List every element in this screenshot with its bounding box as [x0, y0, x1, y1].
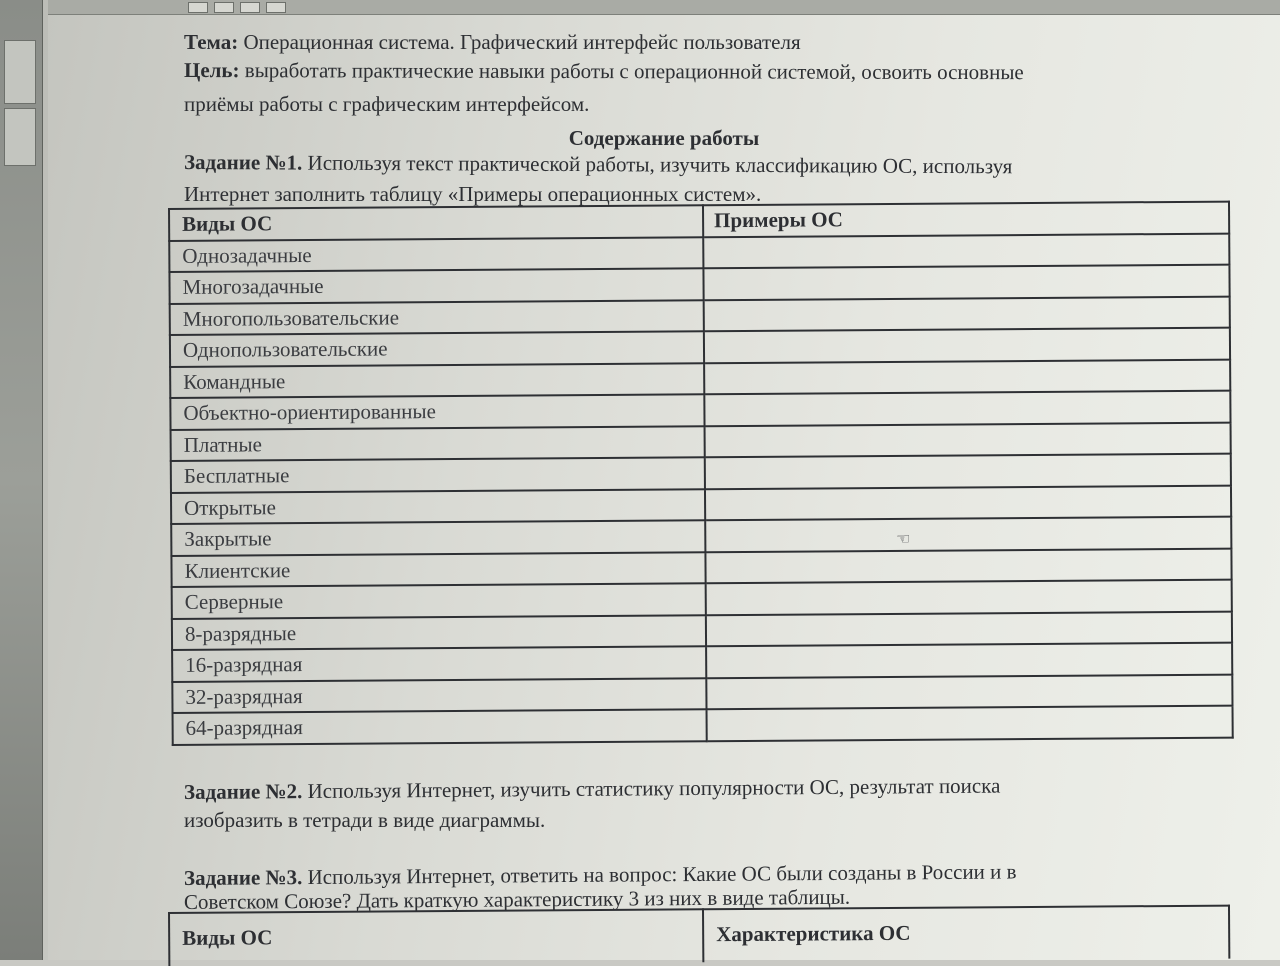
soviet-os-table: [168, 905, 1230, 966]
os-type-cell: Однозадачные: [169, 237, 703, 272]
os-example-cell[interactable]: [705, 422, 1231, 457]
left-sidebar-panel: [0, 0, 43, 960]
os-type-cell: Однопользовательские: [170, 331, 704, 366]
task2-label: Задание №2.: [183, 779, 303, 804]
os-example-cell[interactable]: [705, 548, 1231, 583]
os-type-cell: Многозадачные: [169, 268, 703, 303]
os-type-cell: Платные: [171, 426, 705, 461]
os-example-cell[interactable]: [707, 706, 1233, 741]
os-examples-table: [168, 201, 1234, 746]
task1-label: Задание №1.: [183, 150, 303, 175]
task3-text-1: Используя Интернет, ответить на вопрос: Какие ОС были созданы в России и в: [307, 859, 1017, 890]
table-body: [169, 233, 1232, 744]
hand-cursor-icon: ☜: [896, 529, 911, 548]
os-type-cell: Многопользовательские: [170, 300, 704, 335]
sidebar-tab-2[interactable]: [4, 108, 36, 166]
goal-text-1: выработать практические навыки работы с операционной системой, освоить основные: [244, 58, 1024, 85]
os-example-cell[interactable]: [705, 517, 1231, 552]
header-os-types: Виды ОС: [169, 205, 703, 240]
os-example-cell[interactable]: [705, 454, 1231, 489]
os-type-cell: Открытые: [171, 489, 705, 524]
os-example-cell[interactable]: [706, 674, 1232, 709]
task2-text-1: Используя Интернет, изучить статистику популярности ОС, результат поиска: [307, 773, 1001, 804]
os-example-cell[interactable]: [706, 643, 1232, 678]
topic-line: [184, 30, 801, 54]
header-os-examples: Примеры ОС: [703, 202, 1229, 237]
topic-label: Тема:: [184, 30, 239, 54]
task1-line-2: Интернет заполнить таблицу «Примеры операционных систем».: [184, 182, 762, 206]
task2-line-1: [184, 774, 1001, 804]
os-example-cell[interactable]: [704, 391, 1230, 426]
task3-line-2: Советском Союзе? Дать краткую характеристику 3 из них в виде таблицы.: [183, 884, 851, 914]
task1-text-1: Используя текст практической работы, изучить классификацию ОС, используя: [307, 150, 1013, 179]
os-example-cell[interactable]: [703, 233, 1229, 268]
document-content: [48, 0, 1280, 960]
os-example-cell[interactable]: [706, 611, 1232, 646]
topic-text: Операционная система. Графический интерфейс пользователя: [243, 30, 801, 54]
os-type-cell: 16-разрядная: [172, 646, 706, 681]
os-example-cell[interactable]: [704, 296, 1230, 331]
os-example-cell[interactable]: [706, 580, 1232, 615]
sidebar-tab-1[interactable]: [4, 40, 36, 104]
os-type-cell: Закрытые: [171, 520, 705, 555]
section-title: Содержание работы: [568, 126, 760, 150]
os-type-cell: Объектно-ориентированные: [170, 394, 704, 429]
os-type-cell: 8-разрядные: [172, 615, 706, 650]
table-row: [173, 706, 1233, 745]
task3-label: Задание №3.: [183, 865, 303, 890]
task1-line-1: [184, 150, 1012, 178]
os-type-cell: Серверные: [172, 583, 706, 618]
document-page[interactable]: [48, 0, 1280, 960]
os-type-cell: Клиентские: [171, 552, 705, 587]
os-type-cell: 64-разрядная: [173, 709, 707, 744]
os-example-cell[interactable]: [705, 485, 1231, 520]
table2-header-os-types: Виды ОС: [169, 909, 703, 966]
os-type-cell: 32-разрядная: [172, 678, 706, 713]
table2-header-row: [169, 906, 1229, 966]
task3-line-1: [184, 859, 1017, 890]
os-example-cell[interactable]: [704, 328, 1230, 363]
goal-line-2: приёмы работы с графическим интерфейсом.: [184, 92, 590, 116]
goal-line-1: [184, 58, 1024, 84]
table2-header-characteristics: Характеристика ОС: [703, 906, 1229, 963]
os-type-cell: Командные: [170, 363, 704, 398]
os-type-cell: Бесплатные: [171, 457, 705, 492]
os-example-cell[interactable]: [703, 265, 1229, 300]
goal-label: Цель:: [183, 58, 240, 83]
task2-line-2: изобразить в тетради в виде диаграммы.: [184, 808, 546, 832]
os-example-cell[interactable]: [704, 359, 1230, 394]
